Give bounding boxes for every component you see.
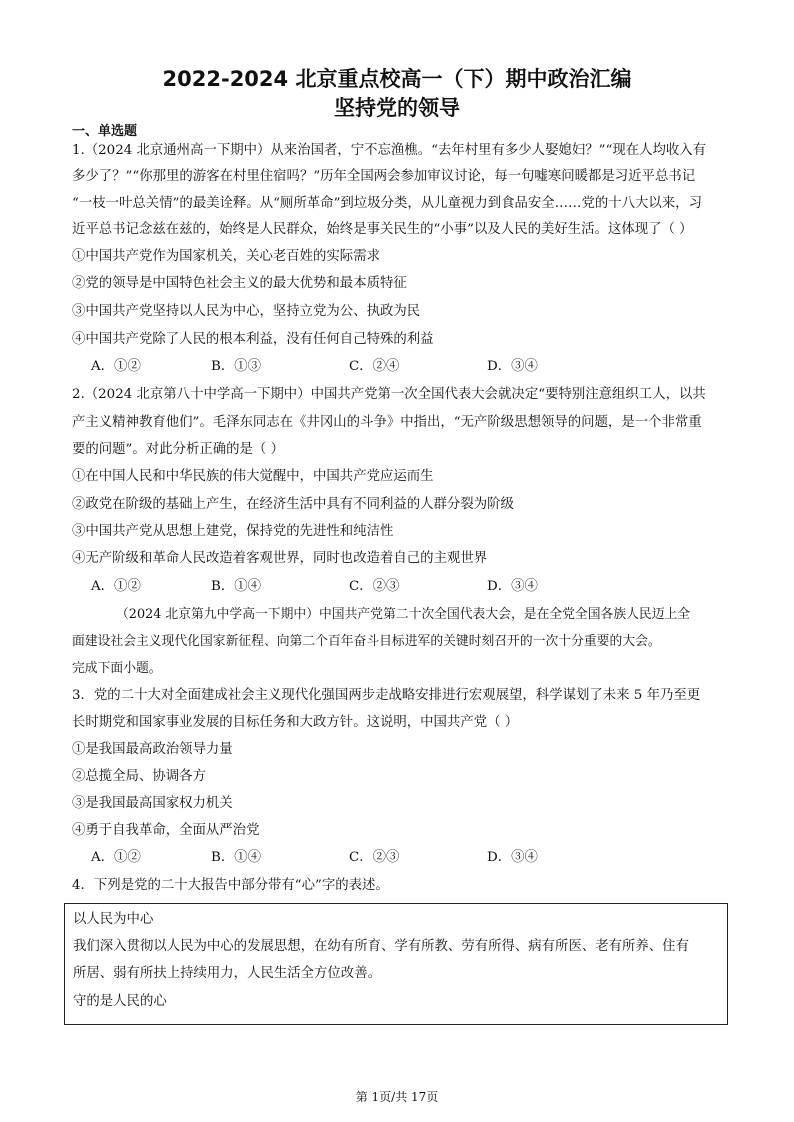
- material-line: 面建设社会主义现代化国家新征程、向第二个百年奋斗目标进军的关键时刻召开的一次十分重要的大会。: [72, 634, 661, 649]
- q1-option-c: C．②④: [349, 359, 400, 374]
- material-line: 完成下面小题。: [72, 661, 162, 676]
- q2-option-d: D．③④: [487, 579, 538, 594]
- box-line: 我们深入贯彻以人民为中心的发展思想，在幼有所育、学有所教、劳有所得、病有所医、老有所养、住有: [73, 939, 689, 954]
- q3-option-c: C．②③: [349, 850, 400, 865]
- q2-option-c: C．②③: [349, 579, 400, 594]
- q3-stem-line: 3．党的二十大对全面建成社会主义现代化强国两步走战略安排进行宏观展望，科学谋划了未来 5 年乃至更: [72, 688, 701, 703]
- q1-stem-line: 近平总书记念兹在兹的，始终是人民群众，始终是事关民生的“小事”以及人民的美好生活。这体现了（ ）: [72, 222, 693, 237]
- q2-statement: ③中国共产党从思想上建党，保持党的先进性和纯洁性: [72, 524, 394, 539]
- q2-stem-line: 要的问题”。对此分析正确的是（ ）: [72, 442, 284, 457]
- section-heading: 一、单选题: [72, 124, 138, 139]
- q2-stem-line: 2.（2024 北京第八十中学高一下期中）中国共产党第一次全国代表大会就决定“要特别注意组织工人，以共: [72, 387, 706, 402]
- q4-material-box: [64, 903, 728, 1025]
- q2-statement: ②政党在阶级的基础上产生，在经济生活中具有不同利益的人群分裂为阶级: [72, 497, 514, 512]
- q3-statement: ②总揽全局、协调各方: [72, 769, 206, 784]
- q1-statement: ①中国共产党作为国家机关，关心老百姓的实际需求: [72, 249, 380, 264]
- q3-option-a: A．①②: [91, 850, 141, 865]
- q1-stem-line: 多少了？”“你那里的游客在村里住宿吗？”历年全国两会参加审议讨论，每一句嘘寒问暖都是习近平总书记: [72, 169, 696, 184]
- q1-option-d: D．③④: [487, 359, 538, 374]
- q1-option-a: A．①②: [91, 359, 141, 374]
- page-number: 第 1页/共 17页: [355, 1090, 439, 1104]
- q2-option-a: A．①②: [91, 579, 141, 594]
- q1-stem-line: “一枝一叶总关情”的最美诠释。从“厕所革命”到垃圾分类，从儿童视力到食品安全……党的十八大以来，习: [72, 196, 702, 211]
- q3-statement: ③是我国最高国家权力机关: [72, 796, 233, 811]
- q3-option-b: B．①④: [211, 850, 262, 865]
- q2-option-b: B．①④: [211, 579, 262, 594]
- q3-stem-line: 长时期党和国家事业发展的目标任务和大政方针。这说明，中国共产党（ ）: [72, 715, 519, 730]
- q2-statement: ④无产阶级和革命人民改造着客观世界，同时也改造着自己的主观世界: [72, 551, 488, 566]
- q1-statement: ④中国共产党除了人民的根本利益，没有任何自己特殊的利益: [72, 332, 434, 347]
- q2-statement: ①在中国人民和中华民族的伟大觉醒中，中国共产党应运而生: [72, 469, 434, 484]
- document-title: 2022-2024 北京重点校高一（下）期中政治汇编: [162, 67, 632, 91]
- box-line: 守的是人民的心: [73, 994, 167, 1009]
- q2-stem-line: 产主义精神教育他们”。毛泽东同志在《井冈山的斗争》中指出，“无产阶级思想领导的问题，是一个非常重: [72, 415, 702, 430]
- q3-statement: ④勇于自我革命，全面从严治党: [72, 823, 260, 838]
- material-line: （2024 北京第九中学高一下期中）中国共产党第二十次全国代表大会，是在全党全国各族人民迈上全: [116, 607, 691, 622]
- q1-statement: ③中国共产党坚持以人民为中心，坚持立党为公、执政为民: [72, 304, 421, 319]
- q1-statement: ②党的领导是中国特色社会主义的最大优势和最本质特征: [72, 276, 407, 291]
- box-line: 所居、弱有所扶上持续用力，人民生活全方位改善。: [73, 966, 381, 981]
- q1-option-b: B．①③: [211, 359, 262, 374]
- q4-stem-line: 4．下列是党的二十大报告中部分带有“心”字的表述。: [72, 878, 389, 893]
- q1-stem-line: 1.（2024 北京通州高一下期中）从来治国者，宁不忘渔樵。“去年村里有多少人娶媳妇？”“现在人均收入有: [72, 143, 707, 158]
- q3-statement: ①是我国最高政治领导力量: [72, 742, 233, 757]
- document-subtitle: 坚持党的领导: [334, 96, 460, 120]
- box-line: 以人民为中心: [73, 912, 154, 927]
- q3-option-d: D．③④: [487, 850, 538, 865]
